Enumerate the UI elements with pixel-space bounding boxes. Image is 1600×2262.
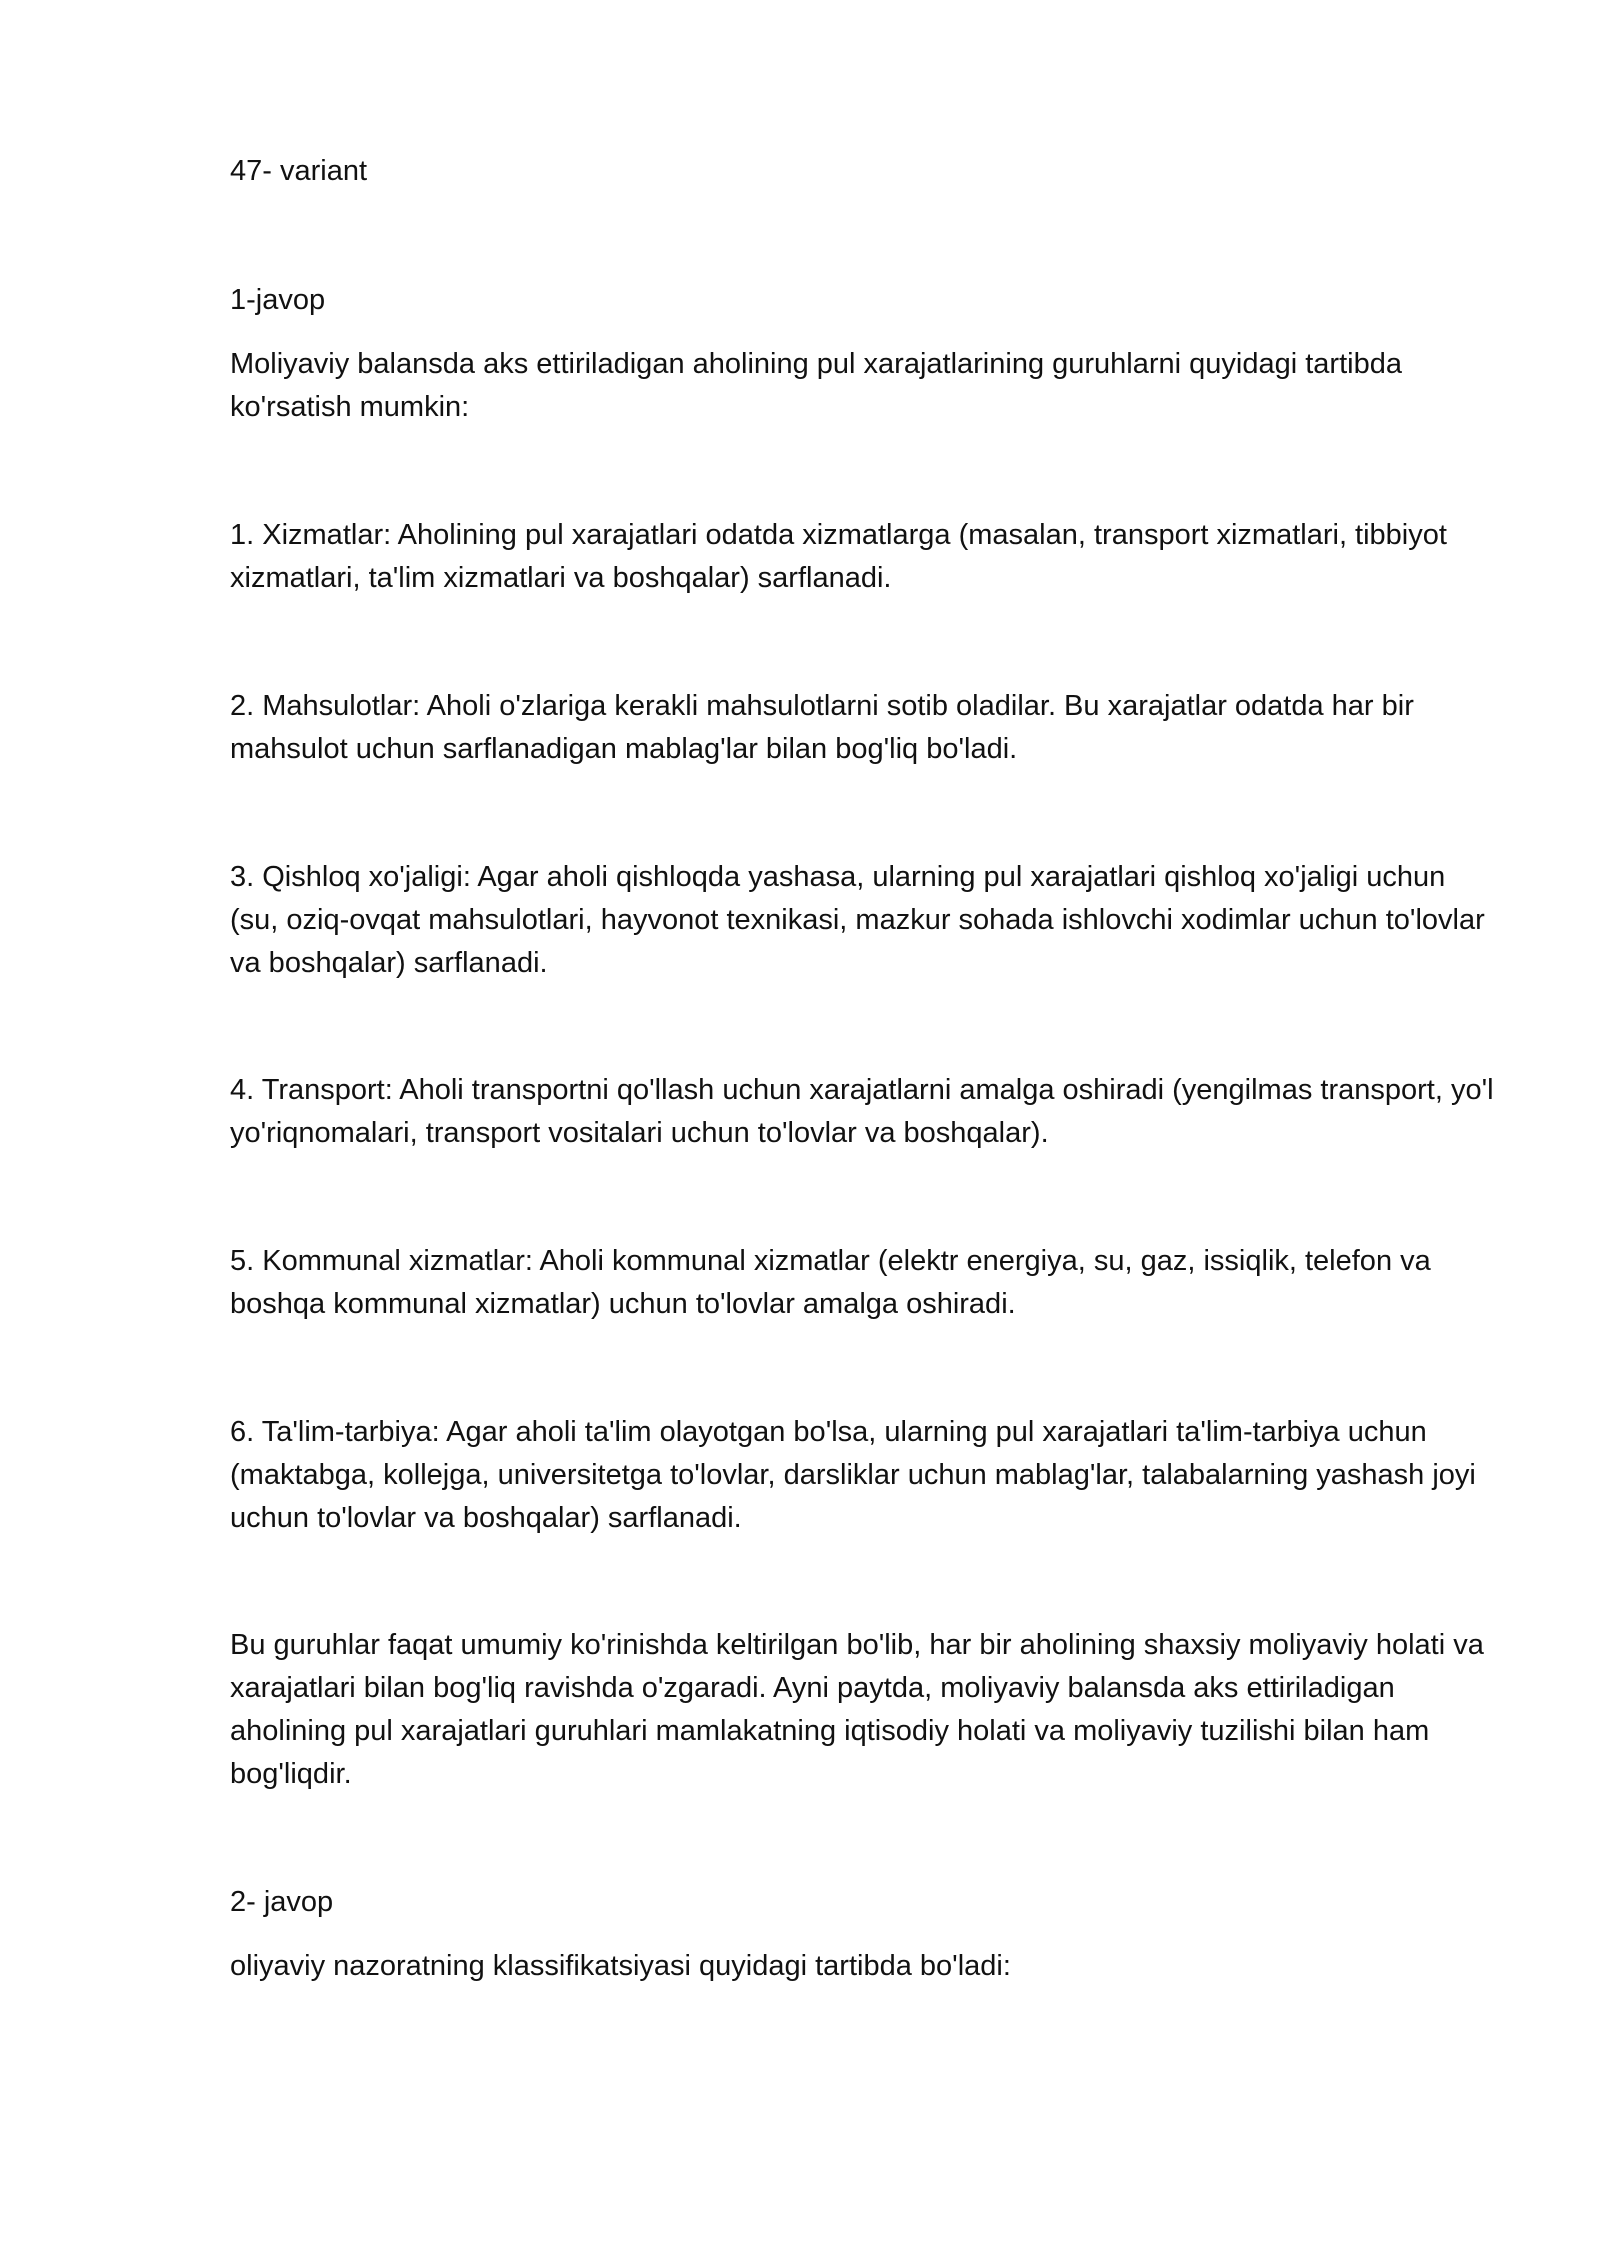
list-item-4: 4. Transport: Aholi transportni qo'llash uchun xarajatlarni amalga oshiradi (yengilmas transport, yo'l yo'riqnomalari, transport vositalari uchun to'lovlar va boshqalar). [230,1074,1494,1149]
variant-title: 47- variant [230,155,368,187]
answer-2-intro: oliyaviy nazoratning klassifikatsiyasi quyidagi tartibda bo'ladi: [230,1950,1011,1982]
list-item-1: 1. Xizmatlar: Aholining pul xarajatlari odatda xizmatlarga (masalan, transport xizmatlari, tibbiyot xizmatlari, ta'lim xizmatlari va boshqalar) sarflanadi. [230,519,1447,594]
list-item-6: 6. Ta'lim-tarbiya: Agar aholi ta'lim olayotgan bo'lsa, ularning pul xarajatlari ta'lim-tarbiya uchun (maktabga, kollejga, universitetga to'lovlar, darsliklar uchun mablag'lar, talabalarning yashash joyi uchun to'lovlar va boshqalar) sarflanadi. [230,1416,1476,1534]
answer-1-heading: 1-javop [230,284,326,316]
answer-1-intro: Moliyaviy balansda aks ettiriladigan aholining pul xarajatlarining guruhlarni quyidagi tartibda ko'rsatish mumkin: [230,348,1402,423]
answer-2-heading: 2- javop [230,1886,334,1918]
list-item-3: 3. Qishloq xo'jaligi: Agar aholi qishloqda yashasa, ularning pul xarajatlari qishloq xo'jaligi uchun (su, oziq-ovqat mahsulotlari, hayvonot texnikasi, mazkur sohada ishlovchi xodimlar uchun to'lovlar va boshqalar) sarflanadi. [230,861,1485,979]
list-item-5: 5. Kommunal xizmatlar: Aholi kommunal xizmatlar (elektr energiya, su, gaz, issiqlik, telefon va boshqa kommunal xizmatlar) uchun to'lovlar amalga oshiradi. [230,1245,1431,1320]
conclusion-paragraph: Bu guruhlar faqat umumiy ko'rinishda keltirilgan bo'lib, har bir aholining shaxsiy moliyaviy holati va xarajatlari bilan bog'liq ravishda o'zgaradi. Ayni paytda, moliyaviy balansda aks ettiriladigan aholining pul xarajatlari guruhlari mamlakatning iqtisodiy holati va moliyaviy tuzilishi bilan ham bog'liqdir. [230,1629,1484,1790]
list-item-2: 2. Mahsulotlar: Aholi o'zlariga kerakli mahsulotlarni sotib oladilar. Bu xarajatlar odatda har bir mahsulot uchun sarflanadigan mablag'lar bilan bog'liq bo'ladi. [230,690,1414,765]
